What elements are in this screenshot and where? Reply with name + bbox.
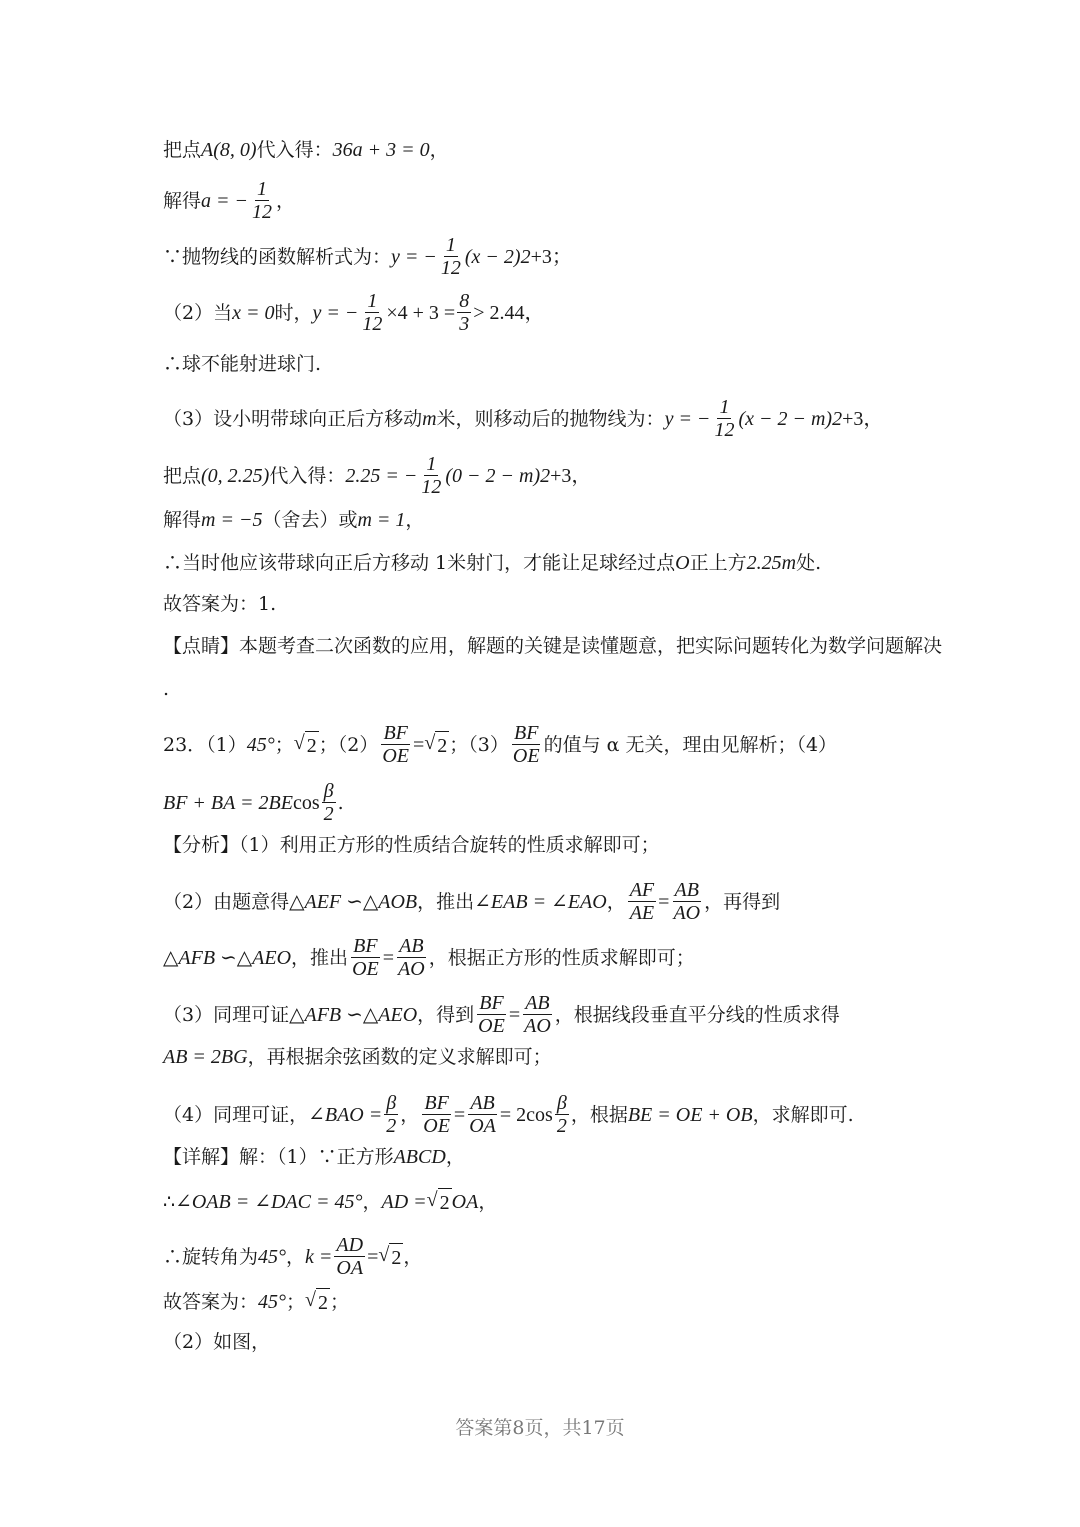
text: 故答案为： <box>163 1290 259 1313</box>
math: y = − <box>312 301 359 324</box>
text: ∴旋转角为 <box>163 1245 259 1268</box>
sqrt: √ 2 <box>378 1241 403 1272</box>
radicand: 2 <box>389 1243 403 1272</box>
numerator: β <box>556 1092 567 1114</box>
line-6 <box>163 396 883 441</box>
numerator: BF <box>479 992 504 1014</box>
fraction <box>384 1092 398 1137</box>
line-16 <box>163 879 780 924</box>
line-4 <box>163 290 544 335</box>
numerator: 1 <box>719 396 730 418</box>
text: ， <box>405 509 425 531</box>
text: ∴球不能射进球门. <box>163 353 322 375</box>
text: ∵抛物线的函数解析式为： <box>163 245 392 268</box>
denominator: 2 <box>556 1115 567 1137</box>
text: ，根据 <box>570 1103 628 1126</box>
exponent: 2 <box>832 407 843 430</box>
text: ， <box>362 1190 382 1213</box>
text: ， <box>400 1103 420 1126</box>
math: (x − 2 − m) <box>738 407 833 430</box>
line-11 <box>163 632 942 660</box>
math: 2.25m <box>746 552 797 574</box>
math: 36a + 3 = 0 <box>332 139 430 161</box>
numerator: AD <box>336 1234 364 1256</box>
math: A(8, 0) <box>201 139 257 161</box>
math: = <box>453 1103 466 1126</box>
math: △AFB ∽△AEO <box>163 946 292 969</box>
text: ， <box>429 139 449 161</box>
numerator: BF <box>424 1092 449 1114</box>
text: ， <box>276 189 296 212</box>
fraction <box>457 290 471 335</box>
denominator: 12 <box>362 313 383 335</box>
math: OA <box>451 1190 479 1213</box>
sqrt: √ 2 <box>424 729 449 760</box>
text: ， <box>478 1190 498 1213</box>
text: （3）同理可证 <box>163 1003 290 1026</box>
denominator: AO <box>398 958 425 980</box>
line-23 <box>163 1234 422 1279</box>
denominator: 12 <box>252 201 273 223</box>
text: ，推出 <box>291 946 349 969</box>
text: ，求解即可. <box>752 1103 854 1126</box>
radicand: 2 <box>438 1188 452 1217</box>
text: ，得到 <box>417 1003 475 1026</box>
denominator: OA <box>469 1115 496 1137</box>
sqrt: √ 2 <box>427 1186 452 1217</box>
line-25 <box>163 1328 270 1356</box>
denominator: 12 <box>421 476 442 498</box>
math: O <box>675 552 690 574</box>
line-7 <box>163 453 591 498</box>
math: ∠OAB = ∠DAC = 45° <box>175 1190 363 1213</box>
math: = <box>367 1245 379 1268</box>
line-5 <box>163 350 321 378</box>
math: BF + BA = 2BE <box>163 791 293 814</box>
math: m <box>422 407 437 430</box>
math: x = 0 <box>232 301 275 324</box>
denominator: OE <box>382 745 410 767</box>
fraction <box>522 992 553 1037</box>
math: = <box>382 946 395 969</box>
math: m = −5 <box>201 509 263 531</box>
fraction <box>511 722 542 767</box>
text: ， <box>606 890 626 913</box>
text: ∴当时他应该带球向正后方移动 1米射门，才能让足球经过点 <box>163 552 676 574</box>
text: 解得 <box>163 509 202 531</box>
math: cos <box>292 791 320 814</box>
line-24 <box>163 1286 349 1317</box>
text: ，推出 <box>417 890 475 913</box>
math: = <box>508 1003 521 1026</box>
math: m = 1 <box>357 509 406 531</box>
numerator: AF <box>629 879 655 901</box>
math: ×4 + 3 = <box>386 301 456 324</box>
text: 处. <box>796 552 822 574</box>
math: = 2cos <box>499 1103 553 1126</box>
text: 【分析】（1）利用正方形的性质结合旋转的性质求解即可； <box>163 834 660 856</box>
math: 45° <box>258 1290 287 1313</box>
text: ；（2） <box>318 733 379 756</box>
line-12 <box>163 675 169 703</box>
text: （舍去）或 <box>262 509 358 531</box>
line-8 <box>163 506 424 534</box>
text: 23．（1） <box>163 733 247 756</box>
text: 代入得： <box>256 139 333 161</box>
fraction <box>334 1234 365 1279</box>
line-21 <box>163 1143 465 1171</box>
text: . <box>163 678 170 700</box>
fraction <box>360 290 384 335</box>
line-22 <box>163 1186 497 1217</box>
line-2 <box>163 178 295 223</box>
sqrt: √ 2 <box>294 729 319 760</box>
math: △AEF ∽△AOB <box>289 890 418 913</box>
math: +3， <box>842 407 884 430</box>
numerator: AB <box>674 879 699 901</box>
text: 【点睛】本题考查二次函数的应用，解题的关键是读懂题意，把实际问题转化为数学问题解决 <box>163 635 943 657</box>
page-footer: 答案第8页，共17页 <box>455 1417 625 1439</box>
math: +3； <box>530 245 572 268</box>
denominator: 12 <box>714 419 735 441</box>
line-18 <box>163 992 840 1037</box>
math: = <box>413 733 425 756</box>
math: 45° <box>246 733 275 756</box>
sqrt: √ 2 <box>305 1286 330 1317</box>
denominator: OE <box>478 1015 505 1037</box>
math: k = <box>305 1245 333 1268</box>
text: ，根据正方形的性质求解即可； <box>428 946 695 969</box>
text: 时， <box>274 301 313 324</box>
denominator: OE <box>423 1115 450 1137</box>
text: ，根据线段垂直平分线的性质求得 <box>554 1003 840 1026</box>
text: 把点 <box>163 464 202 487</box>
math: a = − <box>201 189 249 212</box>
denominator: AO <box>673 902 701 924</box>
line-14 <box>163 780 344 825</box>
line-10 <box>163 590 276 618</box>
text: 把点 <box>163 139 202 161</box>
math: BE = OE + OB <box>627 1103 753 1126</box>
text: . <box>337 791 344 814</box>
radicand: 2 <box>305 731 319 760</box>
line-19 <box>163 1043 552 1071</box>
math: △AFB ∽△AEO <box>289 1003 418 1026</box>
numerator: AB <box>399 935 424 957</box>
exponent: 2 <box>540 464 551 487</box>
text: （3）设小明带球向正后方移动 <box>163 407 423 430</box>
fraction <box>419 453 443 498</box>
numerator: AB <box>525 992 550 1014</box>
math: y = − <box>391 245 437 268</box>
numerator: β <box>323 780 334 802</box>
line-1 <box>163 136 449 164</box>
math: ∠EAB = ∠EAO <box>474 890 607 913</box>
denominator: 3 <box>459 313 470 335</box>
radicand: 2 <box>435 731 449 760</box>
fraction <box>712 396 736 441</box>
text: 故答案为：1. <box>163 593 277 615</box>
numerator: 8 <box>459 290 470 312</box>
numerator: BF <box>514 722 539 744</box>
fraction <box>396 935 427 980</box>
denominator: 2 <box>323 803 334 825</box>
math: (0 − 2 − m) <box>445 464 541 487</box>
text: 的值与 α 无关，理由见解析；（4） <box>543 733 838 756</box>
exponent: 2 <box>520 245 531 268</box>
fraction <box>671 879 702 924</box>
math: y = − <box>664 407 711 430</box>
fraction <box>322 780 336 825</box>
numerator: 1 <box>367 290 378 312</box>
denominator: AO <box>524 1015 551 1037</box>
denominator: OE <box>352 958 379 980</box>
text: 解得 <box>163 189 202 212</box>
numerator: 1 <box>426 453 437 475</box>
text: 米，则移动后的抛物线为： <box>436 407 665 430</box>
text: ，再根据余弦函数的定义求解即可； <box>247 1046 552 1068</box>
math: = <box>658 890 670 913</box>
numerator: BF <box>383 722 408 744</box>
line-20 <box>163 1092 854 1137</box>
fraction <box>628 879 656 924</box>
math: 45° <box>258 1245 287 1268</box>
text: ； <box>286 1290 306 1313</box>
math: (0, 2.25) <box>201 464 270 487</box>
denominator: OE <box>512 745 540 767</box>
denominator: 2 <box>386 1115 397 1137</box>
line-17 <box>163 935 695 980</box>
line-9 <box>163 549 821 577</box>
math: AB = 2BG <box>163 1046 248 1068</box>
text: ， <box>445 1146 465 1168</box>
line-3 <box>163 234 572 279</box>
radicand: 2 <box>316 1288 330 1317</box>
text: （2）当 <box>163 301 233 324</box>
line-13 <box>163 722 837 767</box>
text: ∴ <box>163 1190 176 1213</box>
fraction <box>555 1092 569 1137</box>
numerator: AB <box>470 1092 495 1114</box>
math: 2.25 = − <box>345 464 418 487</box>
math: > 2.44， <box>473 301 545 324</box>
text: 正上方 <box>689 552 747 574</box>
text: ； <box>274 733 294 756</box>
math: (x − 2) <box>464 245 521 268</box>
fraction <box>350 935 381 980</box>
denominator: OA <box>336 1257 364 1279</box>
numerator: 1 <box>257 178 268 200</box>
denominator: 12 <box>440 257 461 279</box>
denominator: AE <box>629 902 655 924</box>
numerator: β <box>386 1092 397 1114</box>
fraction <box>467 1092 498 1137</box>
text: （2）如图， <box>163 1331 271 1353</box>
text: ， <box>286 1245 306 1268</box>
math: ABCD <box>393 1146 446 1168</box>
math: ∠BAO = <box>308 1103 383 1126</box>
math: AD = <box>381 1190 427 1213</box>
fraction <box>250 178 274 223</box>
text: ，再得到 <box>704 890 781 913</box>
fraction <box>476 992 507 1037</box>
fraction <box>380 722 411 767</box>
text: ， <box>403 1245 423 1268</box>
fraction <box>421 1092 452 1137</box>
line-15 <box>163 831 660 859</box>
fraction <box>439 234 463 279</box>
text: 【详解】解：（1）∵正方形 <box>163 1146 394 1168</box>
text: （4）同理可证， <box>163 1103 309 1126</box>
text: ； <box>330 1290 350 1313</box>
math: +3， <box>550 464 592 487</box>
text: （2）由题意得 <box>163 890 290 913</box>
text: 代入得： <box>269 464 346 487</box>
text: ；（3） <box>449 733 509 756</box>
numerator: BF <box>353 935 378 957</box>
numerator: 1 <box>445 234 456 256</box>
